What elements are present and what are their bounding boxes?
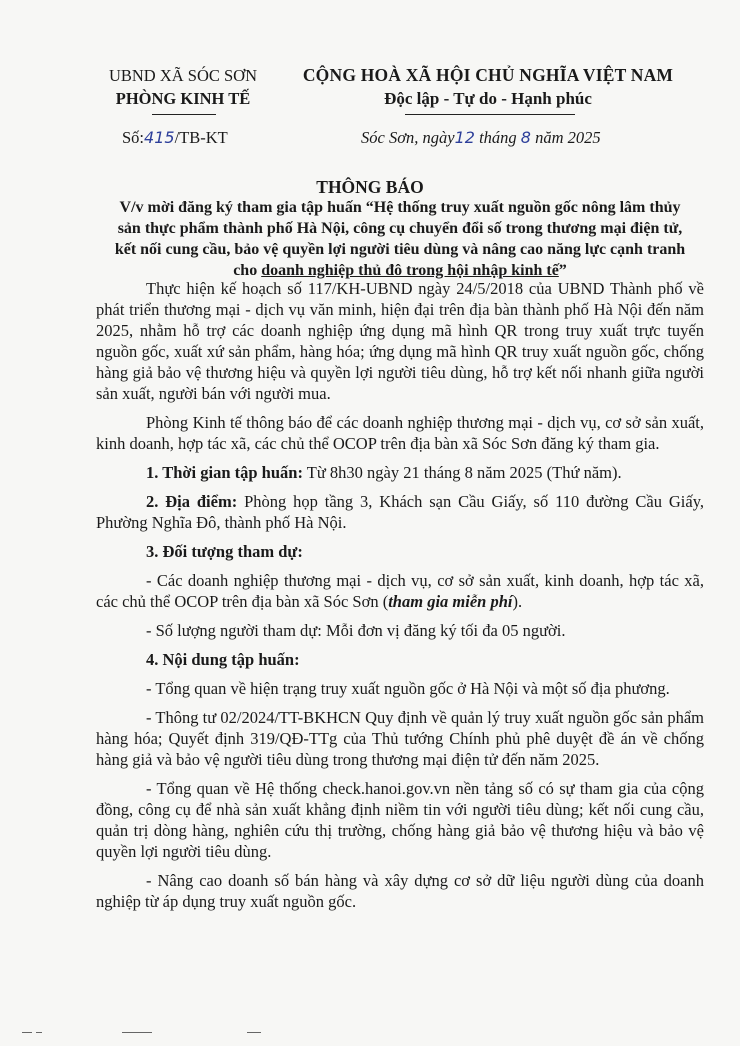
date-day-handwritten: 12: [454, 128, 475, 147]
issuing-agency: [108, 64, 258, 110]
motto-divider: [405, 114, 575, 115]
date-prefix: Sóc Sơn, ngày: [361, 128, 455, 147]
content-bullet-2: - Thông tư 02/2024/TT-BKHCN Quy định về quản lý truy xuất nguồn gốc sản phẩm hàng hóa; Quyết định 319/QĐ-TTg của Thủ tướng Chính phủ phê duyệt đề án về chống hàng giả và bảo vệ người tiêu dùng trong thương mại điện tử đến năm 2025.: [96, 708, 704, 769]
doc-number-prefix: Số:: [122, 128, 145, 147]
section-location: [96, 491, 704, 533]
subject-end: ”: [558, 262, 567, 279]
section-participants: [96, 541, 704, 562]
agency-line-2: PHÒNG KINH TẾ: [115, 89, 251, 108]
date-suffix: năm 2025: [535, 128, 601, 147]
subject-text: V/v mời đăng ký tham gia tập huấn “Hệ thống truy xuất nguồn gốc nông lâm thủy sản thực phẩm thành phố Hà Nội, công cụ chuyển đổi số trong thương mại điện tử, kết nối cung cầu, bảo vệ quyền lợi người tiêu dùng và nâng cao năng lực cạnh tranh cho: [114, 199, 686, 279]
paragraph-announcement: Phòng Kinh tế thông báo để các doanh nghiệp thương mại - dịch vụ, cơ sở sản xuất, kinh doanh, hợp tác xã, các chủ thể OCOP trên địa bàn xã Sóc Sơn đăng ký tham gia.: [96, 413, 704, 453]
content-bullet-1: - Tổng quan về hiện trạng truy xuất nguồn gốc ở Hà Nội và một số địa phương.: [146, 679, 670, 698]
subject-underlined: doanh nghiệp thủ đô trong hội nhập kinh tế: [261, 262, 559, 279]
free-participation-emphasis: tham gia miễn phí: [388, 592, 513, 611]
content-bullet-3: - Tổng quan về Hệ thống check.hanoi.gov.vn nền tảng số có sự tham gia của cộng đồng, công cụ để nhà sản xuất khẳng định niềm tin với người tiêu dùng; kết nối cung cầu, quản trị dòng hàng, nghiên cứu thị trường, chống hàng giả bảo vệ thương hiệu và bảo vệ quyền lợi người tiêu dùng.: [96, 779, 704, 861]
section-location-label: 2. Địa điểm:: [146, 492, 238, 511]
document-body: [96, 278, 704, 920]
document-number: [122, 128, 228, 148]
participants-bullet-1-text: - Các doanh nghiệp thương mại - dịch vụ, cơ sở sản xuất, kinh doanh, hợp tác xã, các chủ thể OCOP trên địa bàn xã Sóc Sơn (: [96, 571, 704, 611]
scan-edge-marks: [22, 1032, 722, 1038]
doc-number-handwritten: 415: [144, 128, 175, 147]
agency-divider: [152, 114, 216, 115]
date-month-handwritten: 8: [520, 128, 531, 147]
date-mid: tháng: [479, 128, 517, 147]
section-time: [96, 462, 704, 483]
section-time-text: Từ 8h30 ngày 21 tháng 8 năm 2025 (Thứ năm).: [302, 463, 622, 482]
section-location-text: Phòng họp tầng 3, Khách sạn Cầu Giấy, số 110 đường Cầu Giấy, Phường Nghĩa Đô, thành phố Hà Nội.: [96, 492, 704, 532]
content-bullet-4: - Nâng cao doanh số bán hàng và xây dựng cơ sở dữ liệu người dùng của doanh nghiệp từ áp dụng truy xuất nguồn gốc.: [96, 871, 704, 911]
nation-motto: Độc lập - Tự do - Hạnh phúc: [384, 89, 592, 108]
paragraph-intro: Thực hiện kế hoạch số 117/KH-UBND ngày 24/5/2018 của UBND Thành phố về phát triển thương mại - dịch vụ văn minh, hiện đại trên địa bàn thành phố Hà Nội đến năm 2025, nhằm hỗ trợ các doanh nghiệp ứng dụng mã hình QR trong truy xuất trực tuyến nguồn gốc, xuất xứ sản phẩm, hàng hóa; ứng dụng mã hình QR truy xuất nguồn gốc, chống hàng giả bảo vệ thương hiệu và quyền lợi người tiêu dùng, hỗ trợ kết nối nhanh giữa người sản xuất, người bán với người mua.: [96, 279, 704, 403]
section-content: [96, 649, 704, 670]
document-subject: [110, 197, 690, 281]
doc-number-suffix: /TB-KT: [174, 128, 228, 147]
section-time-label: 1. Thời gian tập huấn:: [146, 463, 303, 482]
section-participants-label: 3. Đối tượng tham dự:: [146, 542, 303, 561]
national-header: [268, 64, 708, 110]
nation-title: CỘNG HOÀ XÃ HỘI CHỦ NGHĨA VIỆT NAM: [302, 65, 674, 85]
participants-bullet-2: - Số lượng người tham dự: Mỗi đơn vị đăng ký tối đa 05 người.: [146, 621, 566, 640]
participants-bullet-1-end: ).: [512, 592, 523, 611]
participants-bullet-1: [96, 570, 704, 612]
section-content-label: 4. Nội dung tập huấn:: [146, 650, 300, 669]
agency-line-1: UBND XÃ SÓC SƠN: [108, 66, 258, 85]
document-title: THÔNG BÁO: [316, 177, 424, 197]
document-date: [361, 128, 601, 148]
